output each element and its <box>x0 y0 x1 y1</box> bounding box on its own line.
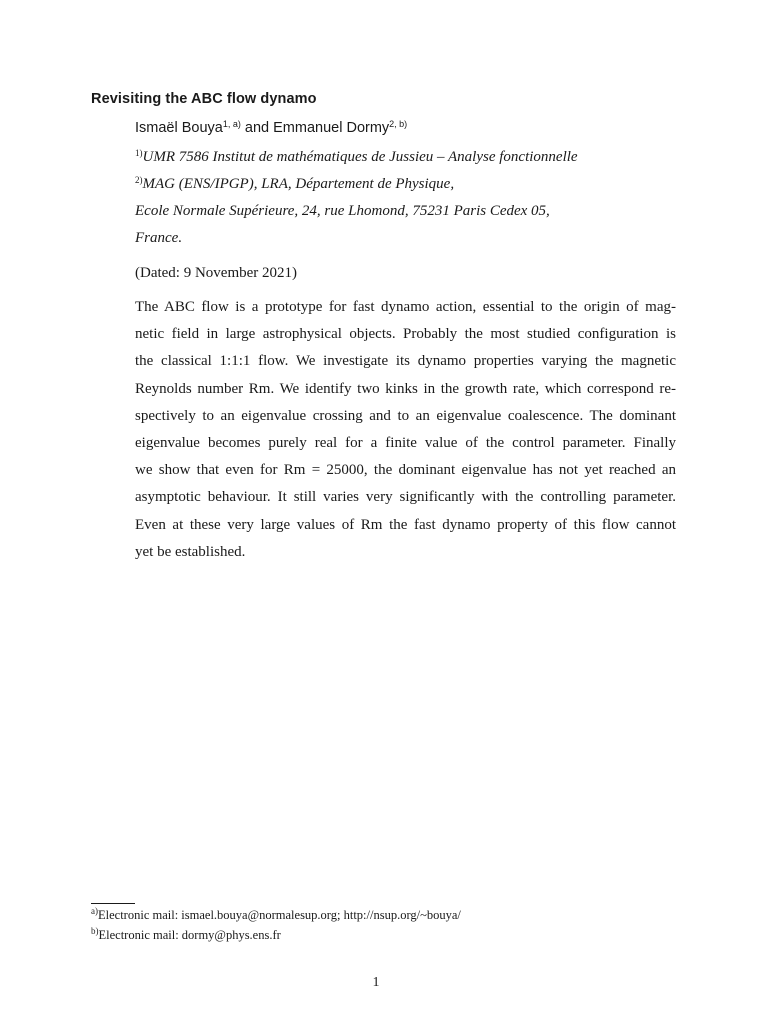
abstract-line: Even at these very large values of Rm the fast dynamo property of this flow cannot <box>135 516 676 533</box>
affiliation-2 <box>135 176 454 193</box>
affiliation-2-line-3: France. <box>135 230 183 246</box>
affiliation-1 <box>135 149 578 166</box>
author-affiliation-mark: 2, b) <box>389 119 408 129</box>
affiliation-mark: 2) <box>135 175 143 185</box>
affiliation-text: UMR 7586 Institut de mathématiques de Jussieu – Analyse fonctionnelle <box>142 149 578 165</box>
author-name: Emmanuel Dormy <box>273 120 390 136</box>
affiliation-mark: 1) <box>135 148 143 158</box>
footnote-rule <box>91 903 135 904</box>
abstract-line: eigenvalue becomes purely real for a finite value of the control parameter. Finally <box>135 434 676 451</box>
author-conjunction: and <box>244 120 270 136</box>
affiliation-2-line-2: Ecole Normale Supérieure, 24, rue Lhomond, 75231 Paris Cedex 05, <box>135 203 550 219</box>
footnote-mark: a) <box>91 906 98 916</box>
paper-title: Revisiting the ABC flow dynamo <box>91 91 317 107</box>
abstract-line: yet be established. <box>135 543 246 560</box>
page-number: 1 <box>372 975 380 990</box>
abstract-line: the classical 1:1:1 flow. We investigate its dynamo properties varying the magnetic <box>135 353 676 370</box>
abstract-line: asymptotic behaviour. It still varies very significantly with the controlling parameter. <box>135 489 676 506</box>
footnote-text: Electronic mail: ismael.bouya@normalesup.org; http://nsup.org/~bouya/ <box>98 908 461 922</box>
footnote-b <box>91 928 281 943</box>
dated-line: (Dated: 9 November 2021) <box>135 265 298 281</box>
author-affiliation-mark: 1, a) <box>222 119 241 129</box>
footnote-a <box>91 908 461 923</box>
footnote-mark: b) <box>91 926 99 936</box>
abstract-line: netic field in large astrophysical objects. Probably the most studied configuration is <box>135 326 676 343</box>
footnote-text: Electronic mail: dormy@phys.ens.fr <box>98 928 281 942</box>
affiliation-text: MAG (ENS/IPGP), LRA, Département de Physique, <box>142 176 455 192</box>
abstract-line: we show that even for Rm = 25000, the dominant eigenvalue has not yet reached an <box>135 462 676 479</box>
abstract-line: The ABC flow is a prototype for fast dynamo action, essential to the origin of mag- <box>135 299 676 315</box>
author-name: Ismaël Bouya <box>135 120 223 136</box>
author-list <box>135 120 407 136</box>
abstract <box>135 294 676 566</box>
abstract-line: spectively to an eigenvalue crossing and to an eigenvalue coalescence. The dominant <box>135 407 676 424</box>
abstract-line: Reynolds number Rm. We identify two kinks in the growth rate, which correspond re- <box>135 380 676 397</box>
